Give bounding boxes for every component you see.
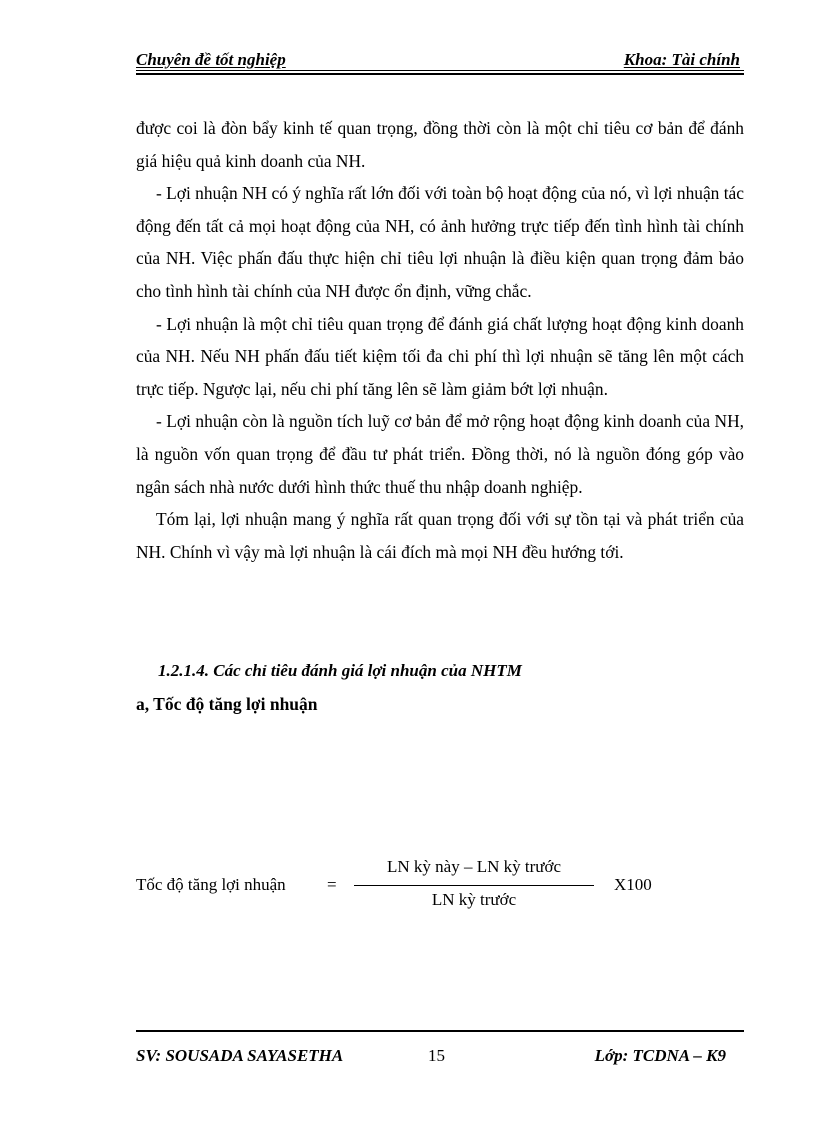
footer-student: SV: SOUSADA SAYASETHA	[136, 1046, 344, 1065]
formula	[136, 850, 744, 920]
page-header	[136, 50, 744, 72]
footer-divider	[136, 1030, 744, 1032]
paragraph: được coi là đòn bẩy kinh tế quan trọng, đồng thời còn là một chỉ tiêu cơ bản để đánh giá hiệu quả kinh doanh của NH.	[136, 118, 744, 171]
footer-class: Lớp: TCDNA – K9	[594, 1046, 726, 1065]
formula-multiplier: X100	[614, 875, 652, 894]
section-heading: 1.2.1.4. Các chỉ tiêu đánh giá lợi nhuận của NHTM	[158, 661, 522, 680]
formula-equals: =	[327, 875, 337, 894]
header-divider	[136, 70, 744, 71]
formula-lhs: Tốc độ tăng lợi nhuận	[136, 875, 286, 894]
paragraph: - Lợi nhuận còn là nguồn tích luỹ cơ bản để mở rộng hoạt động kinh doanh của NH, là nguồn vốn quan trọng để đầu tư phát triển. Đồng thời, nó là nguồn đóng góp vào ngân sách nhà nước dưới hình thức thuế thu nhập doanh nghiệp.	[136, 411, 744, 497]
header-title: Chuyên đề tốt nghiệp	[136, 50, 286, 69]
header-divider-thick	[136, 73, 744, 75]
page-footer	[136, 1046, 744, 1068]
paragraph: - Lợi nhuận NH có ý nghĩa rất lớn đối với toàn bộ hoạt động của nó, vì lợi nhuận tác động đến tất cả mọi hoạt động của NH, có ảnh hưởng trực tiếp đến tình hình tài chính của NH. Việc phấn đấu thực hiện chỉ tiêu lợi nhuận là điều kiện quan trọng đảm bảo cho tình hình tài chính của NH được ổn định, vững chắc.	[136, 183, 744, 301]
fraction-bar	[354, 885, 594, 886]
paragraph: Tóm lại, lợi nhuận mang ý nghĩa rất quan trọng đối với sự tồn tại và phát triển của NH. Chính vì vậy mà lợi nhuận là cái đích mà mọi NH đều hướng tới.	[136, 509, 744, 562]
body-text	[136, 112, 744, 568]
formula-denominator: LN kỳ trước	[431, 890, 517, 909]
paragraph: - Lợi nhuận là một chỉ tiêu quan trọng để đánh giá chất lượng hoạt động kinh doanh của NH. Nếu NH phấn đấu tiết kiệm tối đa chi phí thì lợi nhuận sẽ tăng lên một cách trực tiếp. Ngược lại, nếu chi phí tăng lên sẽ làm giảm bớt lợi nhuận.	[136, 313, 744, 399]
subheading: a, Tốc độ tăng lợi nhuận	[136, 694, 318, 714]
page-number: 15	[428, 1046, 445, 1065]
formula-numerator: LN kỳ này – LN kỳ trước	[386, 857, 561, 876]
header-department: Khoa: Tài chính	[623, 50, 740, 69]
